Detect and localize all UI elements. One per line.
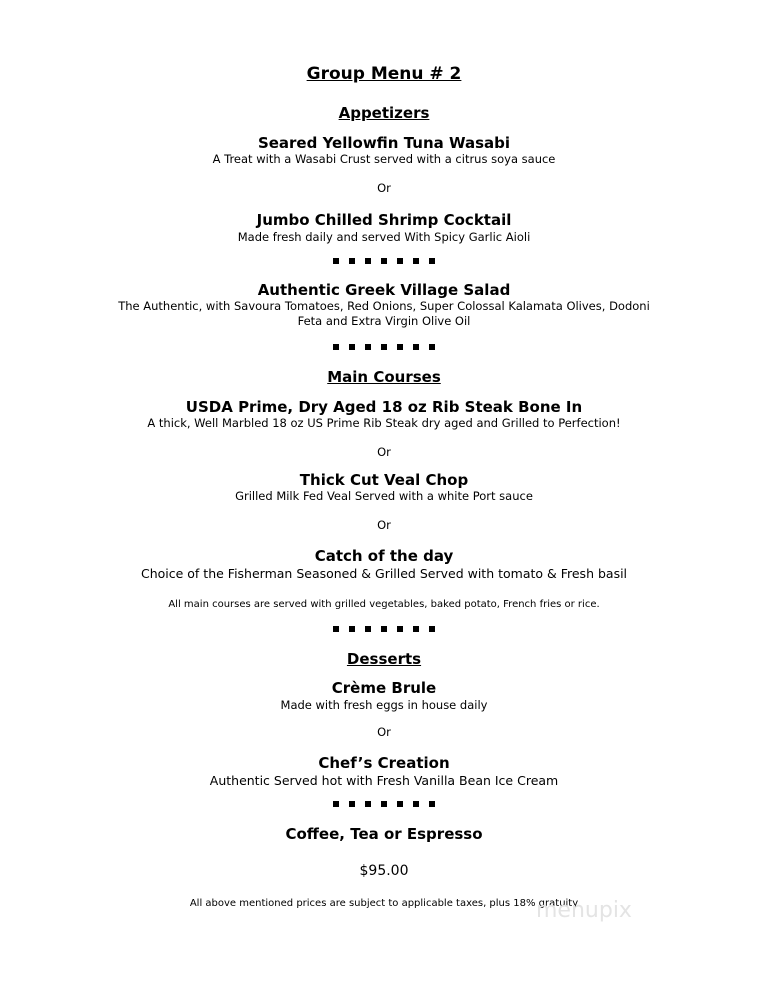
dish-name: Jumbo Chilled Shrimp Cocktail <box>256 211 512 229</box>
section-divider <box>0 801 768 807</box>
or-separator: Or <box>377 725 391 739</box>
or-separator: Or <box>377 181 391 195</box>
beverages-line: Coffee, Tea or Espresso <box>285 825 483 843</box>
section-divider <box>0 344 768 350</box>
dish-description: A thick, Well Marbled 18 oz US Prime Rib Steak dry aged and Grilled to Perfection! <box>147 416 621 430</box>
page-title: Group Menu # 2 <box>306 64 462 84</box>
menu-price: $95.00 <box>359 863 409 879</box>
dish-description: Feta and Extra Virgin Olive Oil <box>297 314 471 328</box>
footer-note: All above mentioned prices are subject to applicable taxes, plus 18% gratuity <box>189 898 579 909</box>
dish-description: Authentic Served hot with Fresh Vanilla Bean Ice Cream <box>209 773 559 788</box>
dish-description: The Authentic, with Savoura Tomatoes, Red Onions, Super Colossal Kalamata Olives, Dodoni <box>118 299 650 313</box>
or-separator: Or <box>377 518 391 532</box>
dish-name: USDA Prime, Dry Aged 18 oz Rib Steak Bone In <box>185 398 583 416</box>
dish-name: Chef’s Creation <box>318 754 450 772</box>
dish-description: Grilled Milk Fed Veal Served with a white Port sauce <box>235 489 533 503</box>
section-divider <box>0 258 768 264</box>
section-divider <box>0 626 768 632</box>
dish-description: A Treat with a Wasabi Crust served with a citrus soya sauce <box>212 152 556 166</box>
dish-name: Crème Brule <box>331 679 437 697</box>
dish-description: Made with fresh eggs in house daily <box>280 698 488 712</box>
dish-name: Thick Cut Veal Chop <box>299 471 469 489</box>
appetizers-heading: Appetizers <box>338 104 430 122</box>
dish-description: Made fresh daily and served With Spicy Garlic Aioli <box>237 230 531 244</box>
main-courses-heading: Main Courses <box>327 368 441 386</box>
dish-name: Catch of the day <box>314 547 454 565</box>
main-courses-note: All main courses are served with grilled vegetables, baked potato, French fries or rice. <box>168 599 600 610</box>
or-separator: Or <box>377 445 391 459</box>
dish-name: Seared Yellowfin Tuna Wasabi <box>257 134 511 152</box>
dish-description: Choice of the Fisherman Seasoned & Grilled Served with tomato & Fresh basil <box>140 566 628 581</box>
dish-name: Authentic Greek Village Salad <box>257 281 511 299</box>
desserts-heading: Desserts <box>346 650 422 668</box>
watermark-logo: menupix <box>536 898 632 923</box>
